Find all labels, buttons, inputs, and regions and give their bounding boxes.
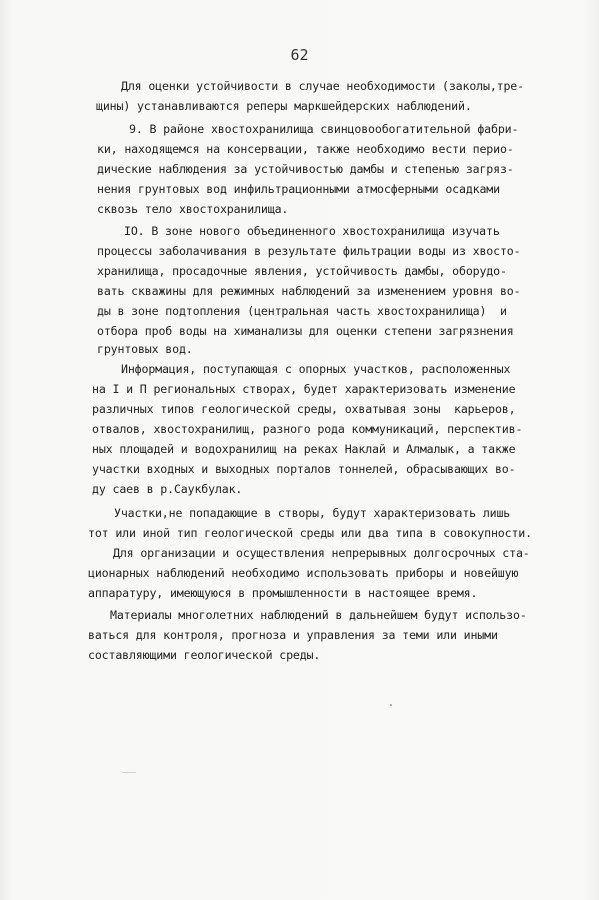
text-line: ных площадей и водохранилищ на реках Наклай и Алмалык, а также (92, 442, 516, 456)
text-line: Для оценки устойчивости в случае необходимости (заколы,тре- (121, 79, 524, 93)
text-line: тот или иной тип геологической среды или два типа в совокупности. (88, 526, 532, 540)
text-line: отбора проб воды на химанализы для оценки степени загрязнения (97, 324, 514, 338)
text-line: составляющими геологической среды. (88, 648, 321, 662)
text-line: ционарных наблюдений необходимо использовать приборы и новейшую (88, 566, 519, 580)
text-line: ваться для контроля, прогноза и управления за теми или иными (88, 628, 498, 642)
text-line: 9. В районе хвостохранилища свинцовообогатительной фабри- (129, 122, 519, 136)
text-line: IO. В зоне нового объединенного хвостохранилища изучать (124, 224, 500, 238)
scan-speck (390, 704, 392, 706)
text-line: ки, находящемся на консервации, также необходимо вести перио- (97, 142, 514, 156)
text-line: участки входных и выходных порталов тоннелей, обрасывающих во- (92, 462, 516, 476)
text-line: дические наблюдения за устойчивостью дамбы и степенью загряз- (97, 162, 514, 176)
text-line: различных типов геологической среды, охватывая зоны карьеров, (92, 402, 516, 416)
text-line: ды в зоне подтопления (центральная часть хвостохранилища) и (97, 304, 507, 318)
text-line: нения грунтовых вод инфильтрационными атмосферными осадками (97, 182, 500, 196)
text-line: отвалов, хвостохранилищ, разного рода коммуникаций, перспектив- (92, 422, 523, 436)
text-line: вать скважины для режимных наблюдений за изменением уровня во- (97, 284, 521, 298)
text-line: Участки,не попадающие в створы, будут характеризовать лишь (114, 506, 511, 520)
text-line: щины) устанавливаются реперы маркшейдерских наблюдений. (96, 99, 472, 113)
text-line: ду саев в р.Саукбулак. (92, 482, 243, 496)
text-line: процессы заболачивания в результате фильтрации воды из хвосто- (97, 244, 521, 258)
text-line: Материалы многолетних наблюдений в дальнейшем будут использо- (110, 608, 527, 622)
text-line: Для организации и осуществления непрерывных долгосрочных ста- (113, 546, 530, 560)
scan-speck (122, 772, 136, 773)
text-line: на I и П региональных створах, будет характеризовать изменение (92, 382, 516, 396)
text-line: сквозь тело хвостохранилища. (97, 202, 289, 216)
text-line: грунтовых вод. (97, 342, 193, 356)
page-number: 62 (290, 46, 309, 64)
text-line: хранилища, просадочные явления, устойчивость дамбы, оборудо- (97, 264, 507, 278)
text-line: Информация, поступающая с опорных участков, расположенных (121, 362, 511, 376)
text-line: аппаратуру, имеющуюся в промышленности в настоящее время. (88, 586, 478, 600)
